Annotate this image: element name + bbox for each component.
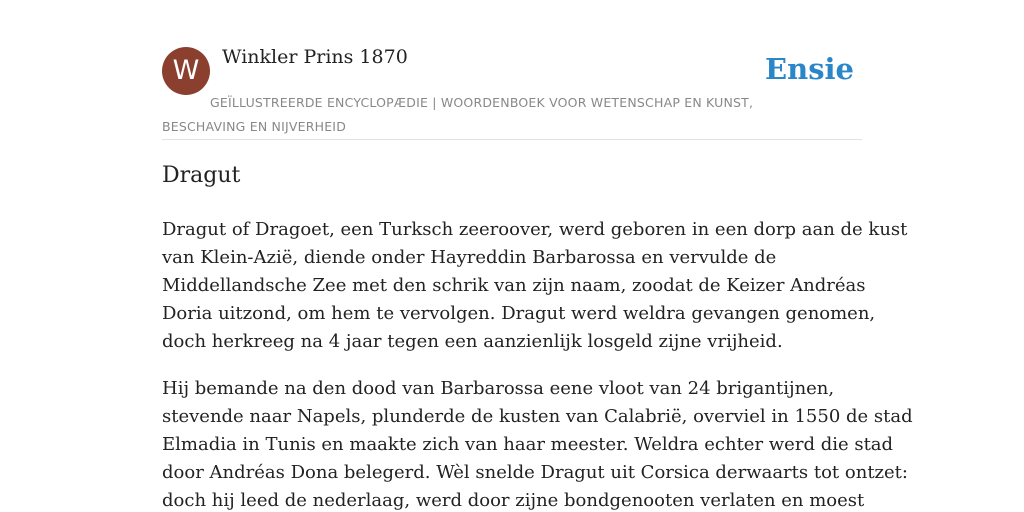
entry-paragraph <box>162 216 907 356</box>
avatar[interactable]: W <box>162 47 210 95</box>
paragraph-line: doch herkreeg na 4 jaar tegen een aanzienlijk losgeld zijne vrijheid. <box>162 331 783 352</box>
paragraph-line: door Andréas Dona belegerd. Wèl snelde Dragut uit Corsica derwaarts tot ontzet: <box>162 462 908 483</box>
paragraph-line: doch hij leed de nederlaag, werd door zijne bondgenooten verlaten en moest <box>162 490 865 511</box>
brand-logo[interactable]: Ensie <box>765 52 854 86</box>
header-divider <box>162 139 862 140</box>
page-title: Dragut <box>162 163 241 188</box>
paragraph-line: Dragut of Dragoet, een Turksch zeeroover, werd geboren in een dorp aan de kust <box>162 219 908 240</box>
paragraph-line: stevende naar Napels, plunderde de kusten van Calabrië, overviel in 1550 de stad <box>162 406 913 427</box>
paragraph-line: Middellandsche Zee met den schrik van zijn naam, zoodat de Keizer Andréas <box>162 275 866 296</box>
source-title[interactable]: Winkler Prins 1870 <box>222 46 408 68</box>
paragraph-line: Hij bemande na den dood van Barbarossa eene vloot van 24 brigantijnen, <box>162 378 835 399</box>
paragraph-line: van Klein-Azië, diende onder Hayreddin Barbarossa en vervulde de <box>162 247 777 268</box>
entry-paragraph <box>162 375 913 512</box>
source-subtitle: GEÏLLUSTREERDE ENCYCLOPÆDIE | WOORDENBOEK VOOR WETENSCHAP EN KUNST, BESCHAVING EN NIJVERHEID <box>162 95 754 134</box>
paragraph-line: Doria uitzond, om hem te vervolgen. Dragut werd weldra gevangen genomen, <box>162 303 876 324</box>
paragraph-line: Elmadia in Tunis en maakte zich van haar meester. Weldra echter werd die stad <box>162 434 894 455</box>
